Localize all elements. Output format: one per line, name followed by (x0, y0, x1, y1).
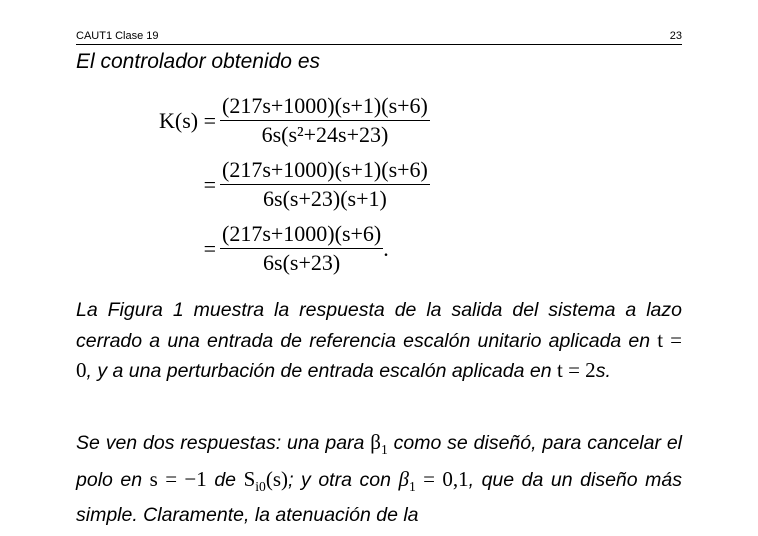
math-beta1 (370, 430, 388, 458)
paragraph-responses (76, 428, 682, 531)
para2-text-2: como se diseñó, para cancelar el polo en (76, 432, 683, 491)
math-t-zero: t = 0 (76, 327, 682, 382)
equation-row-1 (146, 93, 430, 148)
beta-symbol: β (370, 430, 381, 454)
numerator-3: (217s+1000)(s+6) (220, 221, 383, 249)
intro-text: El controlador obtenido es (76, 50, 320, 73)
denominator-3: 6s(s+23) (263, 250, 341, 275)
equals-sign: = (203, 235, 216, 261)
math-si0 (243, 466, 289, 494)
math-s-minus-one: s = −1 (149, 466, 207, 491)
para1-text-2: , y a una perturbación de entrada escalón aplicada en (86, 360, 557, 382)
para2-text-3: de (206, 468, 244, 491)
math-t-two: t = 2 (557, 358, 596, 382)
math-beta1-value (398, 466, 469, 494)
denominator-2: 6s(s+23)(s+1) (263, 186, 387, 211)
equation-lhs: K(s) = (158, 107, 216, 133)
para2-text-5: , que da un diseño más simple. Claramente, la atenuación de la (76, 468, 682, 527)
beta-symbol: β (398, 466, 409, 491)
equation-row-3 (146, 221, 389, 276)
para2-text-1: Se ven dos respuestas: una para (76, 432, 371, 454)
fraction-1 (220, 93, 430, 148)
para1-text-1: La Figura 1 muestra la respuesta de la salida del sistema a lazo cerrado a una entrada de referencia escalón unitario aplicada en (76, 299, 682, 352)
beta-subscript: 1 (408, 478, 416, 494)
fraction-2 (220, 157, 430, 212)
denominator-1: 6s(s²+24s+23) (261, 122, 389, 147)
equals-sign: = (203, 171, 216, 197)
paragraph-figure-description (76, 296, 682, 387)
beta-value: = 0,1 (415, 466, 469, 491)
para1-text-3: s. (595, 360, 611, 382)
slide-header (76, 30, 682, 45)
course-label: CAUT1 Clase 19 (76, 30, 159, 42)
trailing-period: . (383, 235, 389, 261)
page-number: 23 (669, 30, 682, 42)
numerator-1: (217s+1000)(s+1)(s+6) (220, 93, 430, 121)
s-argument: (s) (265, 466, 289, 491)
s-symbol: S (243, 466, 256, 491)
para2-text-4: ; y otra con (288, 468, 399, 491)
beta-subscript: 1 (380, 442, 388, 458)
s-subscript: i0 (255, 478, 266, 494)
fraction-3 (220, 221, 383, 276)
numerator-2: (217s+1000)(s+1)(s+6) (220, 157, 430, 185)
equation-row-2 (146, 157, 430, 212)
